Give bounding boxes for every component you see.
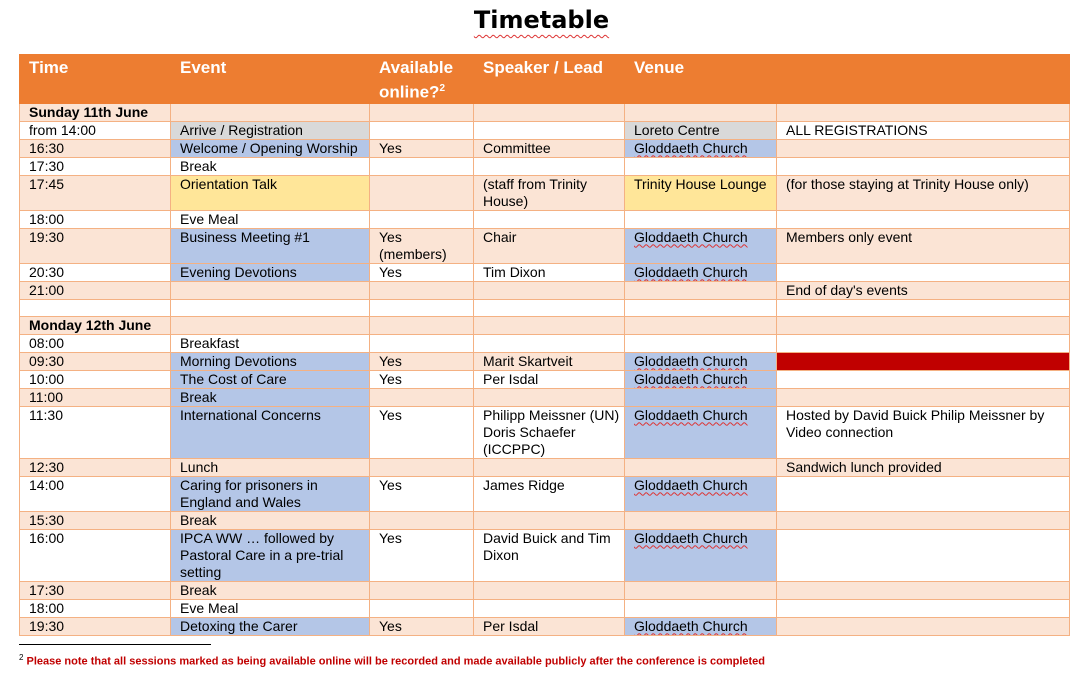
venue-text: Gloddaeth Church xyxy=(634,529,748,546)
event-cell: Business Meeting #1 xyxy=(171,228,370,263)
online-cell: Yes xyxy=(370,529,474,581)
empty-cell xyxy=(474,316,625,334)
venue-cell xyxy=(625,599,777,617)
online-cell xyxy=(370,458,474,476)
time-cell: 14:00 xyxy=(20,476,171,511)
venue-cell xyxy=(625,476,777,511)
online-cell: Yes (members) xyxy=(370,228,474,263)
table-row xyxy=(20,334,1070,352)
speaker-cell: Committee xyxy=(474,139,625,157)
empty-cell xyxy=(777,316,1070,334)
speaker-cell xyxy=(474,599,625,617)
day-label: Sunday 11th June xyxy=(20,103,171,121)
table-row xyxy=(20,157,1070,175)
event-cell: Breakfast xyxy=(171,334,370,352)
venue-cell xyxy=(625,511,777,529)
time-cell: 18:00 xyxy=(20,599,171,617)
notes-cell xyxy=(777,157,1070,175)
table-row xyxy=(20,370,1070,388)
table-row xyxy=(20,581,1070,599)
header-time: Time xyxy=(20,55,171,104)
speaker-cell xyxy=(474,511,625,529)
notes-cell xyxy=(777,334,1070,352)
header-speaker: Speaker / Lead xyxy=(474,55,625,104)
empty-cell xyxy=(370,103,474,121)
table-row xyxy=(20,210,1070,228)
venue-cell xyxy=(625,299,777,316)
online-cell: Yes xyxy=(370,476,474,511)
online-cell: Yes xyxy=(370,263,474,281)
footnote-rule xyxy=(19,644,211,645)
time-cell: 11:00 xyxy=(20,388,171,406)
table-row xyxy=(20,299,1070,316)
notes-cell xyxy=(777,529,1070,581)
time-cell: 08:00 xyxy=(20,334,171,352)
time-cell: 19:30 xyxy=(20,617,171,635)
event-cell: Lunch xyxy=(171,458,370,476)
event-cell xyxy=(171,281,370,299)
venue-text: Gloddaeth Church xyxy=(634,263,748,280)
online-cell xyxy=(370,299,474,316)
notes-cell: Members only event xyxy=(777,228,1070,263)
time-cell: 09:30 xyxy=(20,352,171,370)
online-cell: Yes xyxy=(370,139,474,157)
empty-cell xyxy=(474,103,625,121)
venue-text: Gloddaeth Church xyxy=(634,370,748,387)
notes-cell xyxy=(777,581,1070,599)
venue-cell xyxy=(625,458,777,476)
page-title: Timetable xyxy=(473,6,610,34)
speaker-cell xyxy=(474,388,625,406)
table-row xyxy=(20,121,1070,139)
time-cell: 19:30 xyxy=(20,228,171,263)
venue-cell xyxy=(625,263,777,281)
notes-cell: End of day's events xyxy=(777,281,1070,299)
table-row xyxy=(20,263,1070,281)
table-row xyxy=(20,617,1070,635)
table-row xyxy=(20,388,1070,406)
venue-cell xyxy=(625,352,777,370)
speaker-cell: James Ridge xyxy=(474,476,625,511)
notes-cell xyxy=(777,139,1070,157)
online-cell xyxy=(370,599,474,617)
table-row xyxy=(20,511,1070,529)
time-cell: 17:45 xyxy=(20,175,171,210)
venue-cell xyxy=(625,281,777,299)
time-cell: 20:30 xyxy=(20,263,171,281)
venue-cell xyxy=(625,121,777,139)
event-cell: Orientation Talk xyxy=(171,175,370,210)
empty-cell xyxy=(171,103,370,121)
time-cell: 10:00 xyxy=(20,370,171,388)
header-online: Available online?$^2$ xyxy=(370,55,474,104)
online-cell: Yes xyxy=(370,370,474,388)
event-cell: Morning Devotions xyxy=(171,352,370,370)
day-header-row xyxy=(20,103,1070,121)
speaker-cell: Philipp Meissner (UN) Doris Schaefer (ICCPPC) xyxy=(474,406,625,458)
table-row xyxy=(20,599,1070,617)
event-cell: Caring for prisoners in England and Wales xyxy=(171,476,370,511)
notes-cell xyxy=(777,388,1070,406)
event-cell: The Cost of Care xyxy=(171,370,370,388)
table-row xyxy=(20,281,1070,299)
event-cell: Break xyxy=(171,511,370,529)
venue-cell xyxy=(625,157,777,175)
header-row xyxy=(20,55,1070,104)
footnote: $^2$ Please note that all sessions marked as being available online will be recorded and made available publicly after the conference is completed xyxy=(19,653,765,668)
venue-text: Gloddaeth Church xyxy=(634,352,748,369)
speaker-cell: David Buick and Tim Dixon xyxy=(474,529,625,581)
header-venue: Venue xyxy=(625,55,777,104)
event-cell: Eve Meal xyxy=(171,210,370,228)
event-cell: Break xyxy=(171,157,370,175)
online-cell xyxy=(370,175,474,210)
event-cell: Break xyxy=(171,388,370,406)
notes-cell xyxy=(777,617,1070,635)
speaker-cell xyxy=(474,334,625,352)
online-cell xyxy=(370,581,474,599)
online-cell xyxy=(370,157,474,175)
venue-cell xyxy=(625,370,777,388)
notes-cell xyxy=(777,210,1070,228)
online-cell xyxy=(370,511,474,529)
venue-text: Gloddaeth Church xyxy=(634,476,748,493)
event-cell: International Concerns xyxy=(171,406,370,458)
speaker-cell: (staff from Trinity House) xyxy=(474,175,625,210)
speaker-cell xyxy=(474,121,625,139)
venue-cell xyxy=(625,617,777,635)
venue-text: Loreto Centre xyxy=(634,121,720,138)
online-cell: Yes xyxy=(370,406,474,458)
event-cell: Welcome / Opening Worship xyxy=(171,139,370,157)
event-cell: Evening Devotions xyxy=(171,263,370,281)
venue-cell xyxy=(625,529,777,581)
table-row xyxy=(20,406,1070,458)
time-cell xyxy=(20,299,171,316)
speaker-cell xyxy=(474,157,625,175)
notes-cell: (for those staying at Trinity House only) xyxy=(777,175,1070,210)
timetable xyxy=(19,54,1070,636)
table-row xyxy=(20,175,1070,210)
time-cell: 18:00 xyxy=(20,210,171,228)
venue-text: Trinity House Lounge xyxy=(634,175,767,192)
time-cell: 15:30 xyxy=(20,511,171,529)
venue-text: Gloddaeth Church xyxy=(634,617,748,634)
time-cell: 16:30 xyxy=(20,139,171,157)
venue-cell xyxy=(625,406,777,458)
empty-cell xyxy=(625,316,777,334)
event-cell: IPCA WW … followed by Pastoral Care in a pre-trial setting xyxy=(171,529,370,581)
day-label: Monday 12th June xyxy=(20,316,171,334)
time-cell: 11:30 xyxy=(20,406,171,458)
time-cell: 21:00 xyxy=(20,281,171,299)
online-cell xyxy=(370,334,474,352)
venue-cell xyxy=(625,334,777,352)
header-notes xyxy=(777,55,1070,104)
empty-cell xyxy=(625,103,777,121)
speaker-cell xyxy=(474,210,625,228)
notes-cell xyxy=(777,599,1070,617)
notes-cell xyxy=(777,370,1070,388)
speaker-cell: Per Isdal xyxy=(474,370,625,388)
venue-cell xyxy=(625,210,777,228)
day-header-row xyxy=(20,316,1070,334)
table-row xyxy=(20,458,1070,476)
speaker-cell xyxy=(474,458,625,476)
notes-cell: ALL REGISTRATIONS xyxy=(777,121,1070,139)
event-cell xyxy=(171,299,370,316)
time-cell: 17:30 xyxy=(20,581,171,599)
speaker-cell: Chair xyxy=(474,228,625,263)
time-cell: 17:30 xyxy=(20,157,171,175)
table-row xyxy=(20,228,1070,263)
venue-cell xyxy=(625,175,777,210)
online-cell: Yes xyxy=(370,352,474,370)
table-row xyxy=(20,352,1070,370)
venue-text: Gloddaeth Church xyxy=(634,139,748,156)
header-event: Event xyxy=(171,55,370,104)
table-row xyxy=(20,139,1070,157)
event-cell: Detoxing the Carer xyxy=(171,617,370,635)
notes-cell xyxy=(777,352,1070,370)
time-cell: 16:00 xyxy=(20,529,171,581)
online-cell xyxy=(370,281,474,299)
table-row xyxy=(20,529,1070,581)
venue-cell xyxy=(625,581,777,599)
venue-cell xyxy=(625,388,777,406)
notes-cell xyxy=(777,299,1070,316)
event-cell: Eve Meal xyxy=(171,599,370,617)
online-cell xyxy=(370,388,474,406)
speaker-cell xyxy=(474,581,625,599)
speaker-cell: Marit Skartveit xyxy=(474,352,625,370)
notes-cell: Hosted by David Buick Philip Meissner by Video connection xyxy=(777,406,1070,458)
venue-text: Gloddaeth Church xyxy=(634,228,748,245)
notes-cell: Sandwich lunch provided xyxy=(777,458,1070,476)
table-row xyxy=(20,476,1070,511)
empty-cell xyxy=(370,316,474,334)
empty-cell xyxy=(171,316,370,334)
venue-text: Gloddaeth Church xyxy=(634,406,748,423)
event-cell: Arrive / Registration xyxy=(171,121,370,139)
notes-cell xyxy=(777,511,1070,529)
venue-cell xyxy=(625,228,777,263)
online-cell: Yes xyxy=(370,617,474,635)
notes-cell xyxy=(777,263,1070,281)
venue-cell xyxy=(625,139,777,157)
speaker-cell: Per Isdal xyxy=(474,617,625,635)
online-cell xyxy=(370,210,474,228)
event-cell: Break xyxy=(171,581,370,599)
speaker-cell: Tim Dixon xyxy=(474,263,625,281)
speaker-cell xyxy=(474,299,625,316)
time-cell: from 14:00 xyxy=(20,121,171,139)
time-cell: 12:30 xyxy=(20,458,171,476)
empty-cell xyxy=(777,103,1070,121)
notes-cell xyxy=(777,476,1070,511)
online-cell xyxy=(370,121,474,139)
speaker-cell xyxy=(474,281,625,299)
